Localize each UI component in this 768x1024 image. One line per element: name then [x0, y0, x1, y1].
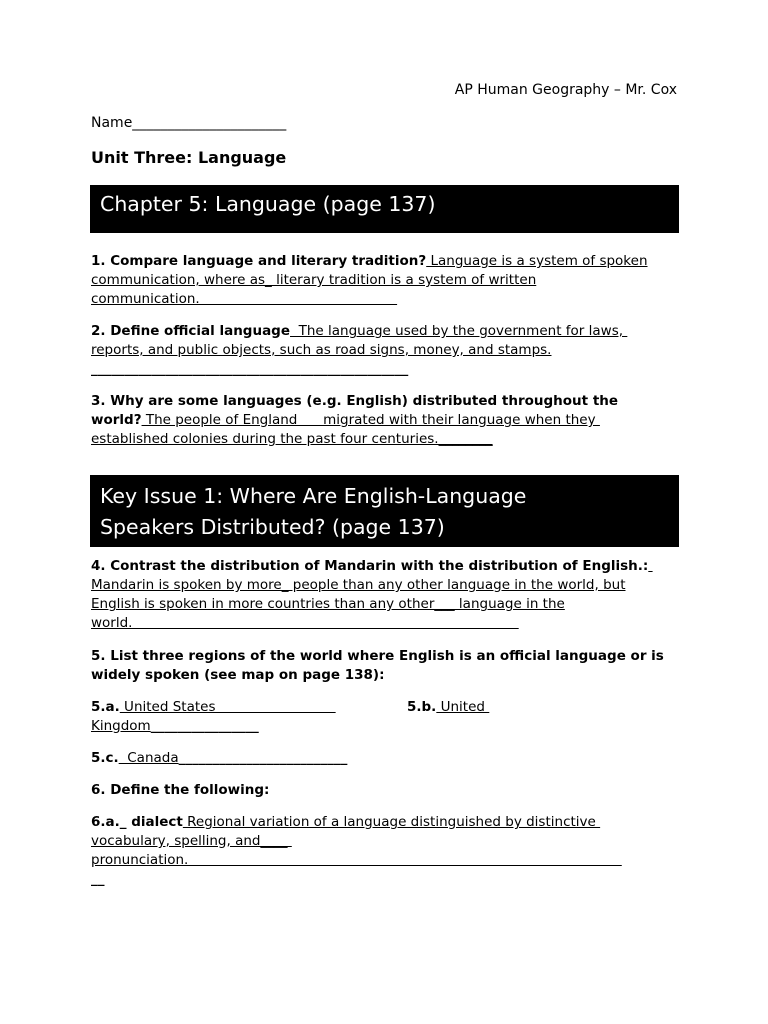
question-5-prompt-line1: 5. List three regions of the world where English is an official language or is — [91, 648, 664, 664]
key-issue-heading-line1: Key Issue 1: Where Are English-Language — [100, 484, 527, 508]
question-2-answer-line2: reports, and public objects, such as road signs, money, and stamps. — [91, 342, 552, 358]
answer-5b-continued — [91, 717, 683, 736]
question-2-prompt: 2. Define official language — [91, 323, 291, 339]
question-4-answer-line1: Mandarin is spoken by more_ people than any other language in the world, but — [91, 577, 626, 593]
answer-5b-value-line2: Kingdom — [91, 718, 151, 734]
question-4-prompt: 4. Contrast the distribution of Mandarin with the distribution of English.: — [91, 558, 649, 574]
course-header: AP Human Geography – Mr. Cox — [454, 82, 677, 98]
question-1-answer-line2: communication, where as_ literary tradition is a system of written — [91, 272, 537, 288]
name-field-label: Name______________________ — [91, 115, 287, 131]
question-6-prompt: 6. Define the following: — [91, 782, 270, 798]
answer-5b — [407, 698, 607, 717]
key-issue-heading-bar — [90, 475, 679, 547]
answer-5b-label: 5.b. — [407, 699, 437, 715]
question-1-prompt: 1. Compare language and literary tradition? — [91, 253, 427, 269]
answer-6a — [91, 813, 683, 889]
question-1-answer-line1: Language is a system of spoken — [426, 253, 648, 269]
question-3-prompt-line1: 3. Why are some languages (e.g. English) distributed throughout the — [91, 393, 619, 409]
answer-5a — [91, 698, 391, 717]
question-5-prompt-line2: widely spoken (see map on page 138): — [91, 667, 385, 683]
question-3-answer-line1: The people of England migrated with their language when they — [141, 412, 600, 428]
answer-5c-value: Canada — [118, 750, 179, 766]
question-1-answer-line3: communication. — [91, 291, 398, 307]
question-2-blank: _______________________________________________ — [91, 361, 409, 377]
answer-6a-line4: __ — [91, 871, 105, 887]
chapter-heading-bar — [90, 185, 679, 233]
answer-6a-line2: vocabulary, spelling, and____ — [91, 833, 292, 849]
question-3 — [91, 392, 683, 449]
key-issue-heading-line2: Speakers Distributed? (page 137) — [100, 515, 445, 539]
answer-5c-blank: _________________________ — [178, 750, 348, 766]
question-1 — [91, 252, 683, 309]
answer-5a-label: 5.a. — [91, 699, 120, 715]
unit-title: Unit Three: Language — [91, 148, 287, 167]
answer-5b-blank: ________________ — [150, 718, 259, 734]
question-4-answer-line3: world. — [91, 615, 519, 631]
question-4 — [91, 557, 683, 633]
question-2-answer-line1: The language used by the government for laws, — [290, 323, 628, 339]
question-2 — [91, 322, 683, 379]
answer-6a-label: 6.a._ dialect — [91, 814, 183, 830]
answer-5c-label: 5.c. — [91, 750, 119, 766]
answer-5b-value: United — [436, 699, 490, 715]
question-5 — [91, 647, 683, 685]
question-3-prompt-line2: world? — [91, 412, 142, 428]
question-4-blank — [648, 558, 652, 574]
answer-6a-line1: Regional variation of a language distinguished by distinctive — [182, 814, 601, 830]
question-4-answer-line2: English is spoken in more countries than any other___ language in the — [91, 596, 565, 612]
answer-5c — [91, 749, 683, 768]
question-3-answer-line2: established colonies during the past four centuries.________ — [91, 431, 493, 447]
chapter-heading: Chapter 5: Language (page 137) — [100, 192, 436, 216]
answer-6a-line3: pronunciation. — [91, 852, 622, 868]
answer-5a-value: United States — [119, 699, 336, 715]
question-6 — [91, 781, 683, 800]
